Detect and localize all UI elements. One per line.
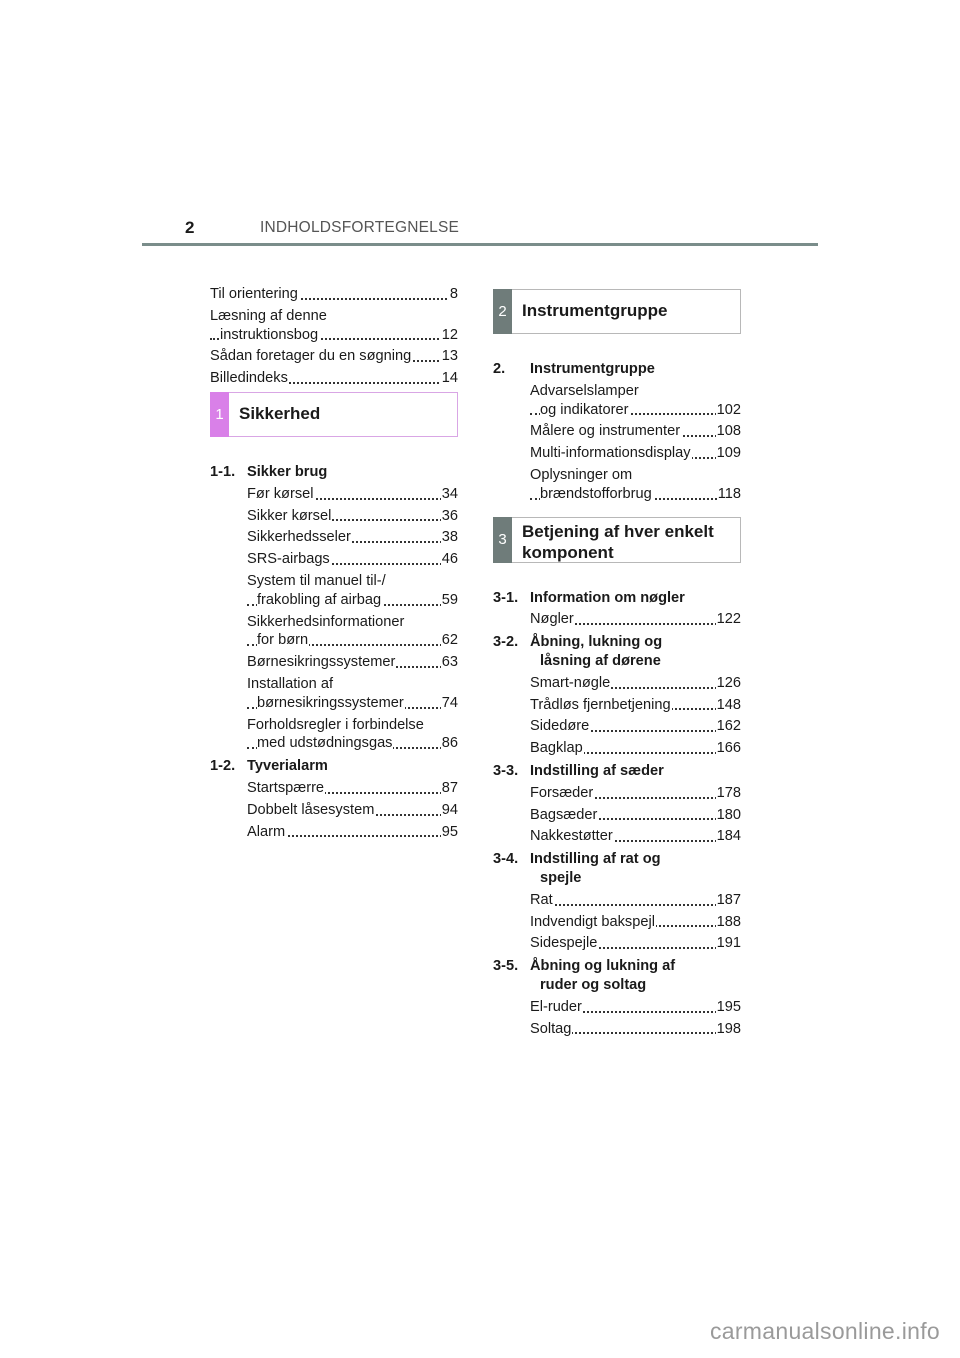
toc-entry-line1: Installation af — [247, 675, 333, 692]
toc-entry-text: for børn — [257, 632, 309, 649]
toc-entry-line — [530, 401, 741, 420]
toc-entry-text: Før kørsel — [247, 485, 314, 502]
toc-page-number: 13 — [441, 348, 458, 365]
toc-entry-text: Sidespejle — [530, 935, 598, 952]
toc-entry[interactable] — [247, 550, 458, 569]
dot-leader — [530, 904, 741, 906]
subsection-label — [493, 360, 741, 379]
watermark: carmanualsonline.info — [709, 1318, 940, 1344]
toc-entry-line — [530, 934, 741, 953]
toc-entry-text: Sikker kørsel — [247, 507, 332, 524]
toc-entry-line — [530, 806, 741, 825]
subsection-title[interactable] — [493, 633, 741, 671]
toc-entry-text: Sådan foretager du en søgning — [210, 348, 412, 365]
toc-entry-line — [247, 694, 458, 713]
subsection-label-line2: ruder og soltag — [540, 976, 647, 993]
toc-page-number: 46 — [441, 551, 458, 568]
subsection-label — [210, 757, 458, 776]
subsection-number: 1-2. — [210, 758, 236, 775]
toc-entry[interactable] — [530, 891, 741, 910]
toc-page-number: 109 — [716, 445, 741, 462]
subsection-label-line2: låsning af dørene — [540, 652, 661, 669]
toc-page-number: 74 — [441, 694, 458, 711]
subsection-label-line1: Åbning, lukning og — [530, 634, 663, 651]
toc-page-number: 126 — [716, 674, 741, 691]
toc-entry-line1: System til manuel til-/ — [247, 572, 386, 589]
toc-entry-text: Dobbelt låsesystem — [247, 801, 375, 818]
toc-entry-line — [247, 591, 458, 610]
toc-entry-text: frakobling af airbag — [257, 591, 382, 608]
toc-entry[interactable] — [530, 674, 741, 693]
toc-entry[interactable] — [530, 806, 741, 825]
subsection-label-line1: Åbning og lukning af — [530, 958, 676, 975]
toc-entry[interactable] — [247, 653, 458, 672]
subsection-label-line1: Indstilling af rat og — [530, 851, 661, 868]
toc-entry-text: Indvendigt bakspejl — [530, 913, 655, 930]
toc-entry-line — [530, 717, 741, 736]
toc-entry-line — [530, 696, 741, 715]
toc-entry[interactable] — [530, 444, 741, 463]
subsection-label — [493, 850, 741, 888]
toc-entry[interactable] — [247, 801, 458, 820]
section-2-tab: 2 — [493, 289, 512, 334]
subsection-title[interactable] — [493, 957, 741, 995]
section-3-title-line1: Betjening af hver enkelt — [522, 521, 714, 541]
toc-entry-text: Multi-informationsdisplay — [530, 445, 691, 462]
toc-entry[interactable] — [247, 528, 458, 547]
toc-entry-text: Soltag — [530, 1020, 572, 1037]
toc-entry-text: Alarm — [247, 823, 286, 840]
page-header — [142, 216, 818, 248]
toc-entry-line — [247, 734, 458, 753]
toc-entry-line — [210, 285, 458, 304]
toc-entry[interactable] — [247, 823, 458, 842]
left-column — [210, 285, 458, 844]
toc-page-number: 87 — [441, 779, 458, 796]
toc-page-number: 38 — [441, 529, 458, 546]
section-3-tab: 3 — [493, 517, 512, 563]
toc-entry[interactable] — [530, 934, 741, 953]
toc-entry[interactable] — [247, 572, 458, 610]
subsection-label — [493, 589, 741, 608]
toc-entry-text: Smart-nøgle — [530, 674, 611, 691]
section-2-title: Instrumentgruppe — [522, 301, 668, 320]
toc-entry-line — [530, 485, 741, 504]
toc-entry-text: Startspærre — [247, 779, 325, 796]
toc-page-number: 162 — [716, 718, 741, 735]
toc-entry-line — [247, 823, 458, 842]
toc-entry-line — [530, 1020, 741, 1039]
header-title: INDHOLDSFORTEGNELSE — [260, 219, 460, 236]
toc-entry-text: El-ruder — [530, 998, 582, 1015]
subsection-items — [493, 784, 741, 846]
toc-entry-line — [247, 528, 458, 547]
toc-page-number: 8 — [449, 286, 458, 302]
subsection-title[interactable] — [493, 589, 741, 608]
toc-entry-text: Børnesikringssystemer — [247, 654, 396, 671]
subsection-label — [493, 762, 741, 781]
toc-entry-line — [530, 739, 741, 758]
toc-entry[interactable] — [247, 716, 458, 754]
section-3-title-line2: komponent — [522, 542, 614, 562]
toc-entry-line — [530, 784, 741, 803]
toc-entry[interactable] — [530, 784, 741, 803]
toc-entry[interactable] — [530, 827, 741, 846]
subsection-number: 3-1. — [493, 589, 519, 606]
toc-page-number: 34 — [441, 485, 458, 502]
toc-entry[interactable] — [247, 779, 458, 798]
toc-page-number: 86 — [441, 735, 458, 752]
toc-entry[interactable] — [210, 307, 458, 345]
toc-entry-line1: Advarselslamper — [530, 382, 639, 399]
section-1-tab: 1 — [210, 392, 229, 437]
toc-entry-text: børnesikringssystemer — [257, 694, 404, 711]
toc-entry-text: Bagsæder — [530, 806, 598, 823]
subsection-label — [493, 957, 741, 995]
toc-entry-text: SRS-airbags — [247, 551, 330, 568]
toc-entry[interactable] — [210, 285, 458, 304]
toc-entry-line — [210, 326, 458, 345]
toc-entry-text: Sidedøre — [530, 718, 590, 735]
subsection-number: 3-2. — [493, 634, 519, 651]
toc-entry[interactable] — [530, 739, 741, 758]
toc-entry[interactable] — [210, 369, 458, 388]
toc-page-number: 108 — [716, 423, 741, 440]
toc-entry-text: Sikkerhedsseler — [247, 529, 351, 546]
toc-entry[interactable] — [247, 485, 458, 504]
toc-entry-line — [530, 422, 741, 441]
subsection-label-line1: Tyverialarm — [247, 758, 328, 775]
toc-entry-line1: Forholdsregler i forbindelse — [247, 716, 424, 733]
subsection-label-line2: spejle — [540, 869, 582, 886]
toc-entry-line — [247, 485, 458, 504]
toc-page-number: 14 — [441, 370, 458, 387]
toc-entry-line — [530, 610, 741, 629]
intro-list — [210, 285, 458, 388]
subsection-items — [493, 610, 741, 629]
subsection-items — [493, 998, 741, 1039]
toc-entry-line — [530, 998, 741, 1017]
toc-page-number: 187 — [716, 891, 741, 908]
toc-page-number: 95 — [441, 823, 458, 840]
subsection-items — [493, 891, 741, 953]
toc-entry-line — [247, 550, 458, 569]
toc-page-number: 59 — [441, 591, 458, 608]
toc-entry[interactable] — [247, 675, 458, 713]
toc-entry[interactable] — [530, 422, 741, 441]
subsection-label-line1: Information om nøgler — [530, 589, 685, 606]
subsection-label — [210, 463, 458, 482]
section-2-heading[interactable] — [493, 289, 741, 334]
toc-entry[interactable] — [247, 507, 458, 526]
subsection-items — [493, 674, 741, 758]
toc-entry[interactable] — [530, 696, 741, 715]
toc-entry-text: Trådløs fjernbetjening — [530, 696, 671, 713]
toc-entry-text: Forsæder — [530, 784, 594, 801]
section-3-entries — [493, 589, 741, 1039]
toc-page-number: 198 — [716, 1020, 741, 1037]
toc-entry-text: med udstødningsgas — [257, 735, 393, 752]
toc-entry[interactable] — [247, 613, 458, 651]
subsection-items — [493, 382, 741, 504]
toc-entry[interactable] — [530, 717, 741, 736]
toc-entry-text: instruktionsbog — [220, 326, 319, 343]
right-column — [493, 285, 741, 1041]
toc-entry-line1: Sikkerhedsinformationer — [247, 613, 405, 630]
toc-page-number: 63 — [441, 654, 458, 671]
toc-entry-line — [530, 444, 741, 463]
toc-entry-line — [210, 347, 458, 366]
section-2-entries — [493, 360, 741, 504]
toc-entry-line — [247, 507, 458, 526]
section-3-title — [522, 521, 714, 563]
toc-entry-text: Rat — [530, 891, 553, 908]
toc-entry-line — [530, 891, 741, 910]
subsection-number: 3-3. — [493, 762, 519, 779]
section-1-entries — [210, 463, 458, 841]
toc-entry-line — [247, 631, 458, 650]
subsection-number: 1-1. — [210, 463, 236, 480]
toc-page-number: 62 — [441, 632, 458, 649]
toc-entry-line — [530, 913, 741, 932]
toc-page-number: 178 — [716, 784, 741, 801]
subsection-items — [210, 779, 458, 841]
toc-page-number: 191 — [716, 935, 741, 952]
toc-page-number: 184 — [716, 828, 741, 845]
subsection-label-line1: Instrumentgruppe — [530, 361, 655, 377]
toc-entry-text: Til orientering — [210, 286, 298, 302]
toc-entry-text: og indikatorer — [540, 401, 629, 418]
subsection-number: 3-5. — [493, 958, 519, 975]
page-number: 2 — [185, 218, 195, 237]
toc-entry-line — [247, 779, 458, 798]
subsection-title[interactable] — [493, 850, 741, 888]
toc-page-number: 118 — [717, 485, 741, 502]
subsection-label-line1: Indstilling af sæder — [530, 762, 664, 779]
subsection-number: 3-4. — [493, 851, 519, 868]
toc-page-number: 94 — [441, 801, 458, 818]
subsection-label — [493, 633, 741, 671]
toc-page-number: 188 — [716, 913, 741, 930]
toc-page-number: 195 — [716, 998, 741, 1015]
section-3-heading[interactable] — [493, 517, 741, 563]
subsection-number: 2. — [493, 361, 506, 377]
subsection-label-line1: Sikker brug — [247, 463, 328, 480]
subsection-items — [210, 485, 458, 753]
toc-entry-line1: Oplysninger om — [530, 466, 633, 483]
toc-page-number: 166 — [716, 740, 741, 757]
toc-page-number: 12 — [441, 326, 458, 343]
toc-entry-line — [247, 653, 458, 672]
toc-entry-line — [210, 369, 458, 388]
toc-entry[interactable] — [530, 998, 741, 1017]
toc-entry-text: Billedindeks — [210, 370, 288, 387]
toc-page-number: 102 — [716, 401, 741, 418]
toc-entry-line — [530, 674, 741, 693]
toc-entry[interactable] — [530, 913, 741, 932]
subsection-title[interactable] — [210, 463, 458, 482]
toc-entry[interactable] — [210, 347, 458, 366]
toc-page-number: 180 — [716, 806, 741, 823]
toc-entry[interactable] — [530, 1020, 741, 1039]
header-rule — [142, 243, 818, 246]
subsection-title[interactable] — [493, 360, 741, 379]
subsection-title[interactable] — [493, 762, 741, 781]
toc-entry-line — [530, 827, 741, 846]
section-1-title: Sikkerhed — [239, 403, 321, 423]
toc-entry-text: Målere og instrumenter — [530, 423, 681, 440]
toc-page-number: 36 — [441, 507, 458, 524]
section-1-heading[interactable] — [210, 392, 458, 437]
toc-entry[interactable] — [530, 466, 741, 504]
toc-page-number: 122 — [716, 611, 741, 628]
subsection-title[interactable] — [210, 757, 458, 776]
toc-entry-line — [247, 801, 458, 820]
toc-entry-line1: Læsning af denne — [210, 307, 327, 324]
toc-entry[interactable] — [530, 610, 741, 629]
toc-entry-text: Bagklap — [530, 740, 583, 757]
toc-entry-text: Nakkestøtter — [530, 828, 613, 845]
toc-page-number: 148 — [716, 696, 741, 713]
toc-entry-text: brændstofforbrug — [540, 485, 652, 502]
toc-entry-text: Nøgler — [530, 611, 574, 628]
toc-entry[interactable] — [530, 382, 741, 420]
